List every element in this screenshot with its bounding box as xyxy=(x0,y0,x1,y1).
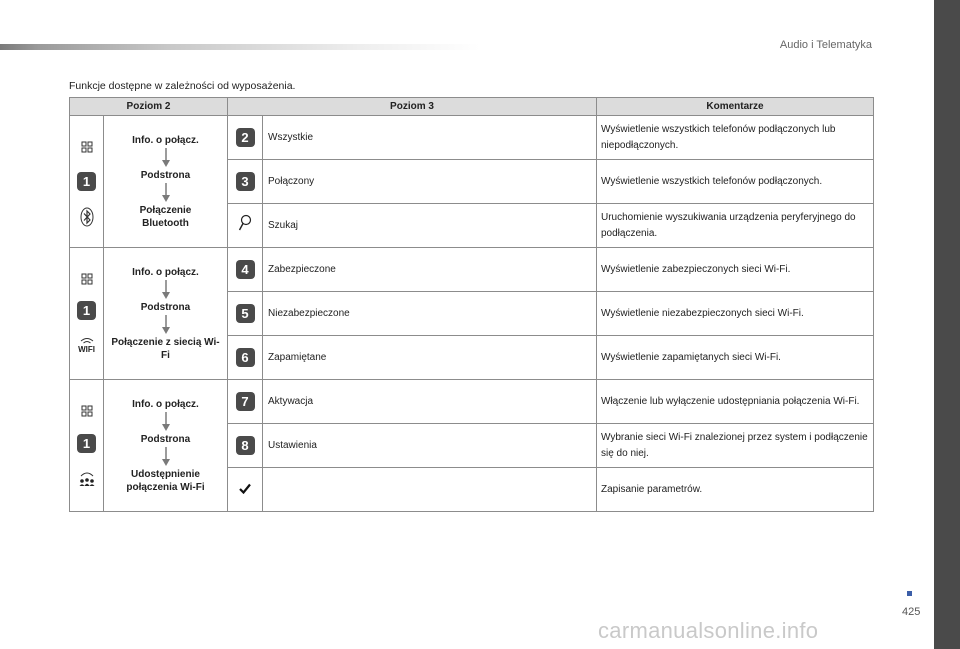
path-step-info: Info. o połącz. xyxy=(132,134,199,146)
menu-grid-icon xyxy=(80,140,94,154)
level3-label: Szukaj xyxy=(263,204,597,248)
header-level2: Poziom 2 xyxy=(70,98,228,116)
menu-grid-icon xyxy=(80,272,94,286)
comment-cell: Wyświetlenie zabezpieczonych sieci Wi-Fi. xyxy=(597,248,874,292)
wifi-label: WIFI xyxy=(78,345,95,354)
comment-cell: Włączenie lub wyłączenie udostępniania połączenia Wi-Fi. xyxy=(597,380,874,424)
level2-path-cell xyxy=(104,380,228,512)
level1-icons-cell xyxy=(70,116,104,248)
arrow-down-icon xyxy=(161,447,171,467)
page-marker xyxy=(907,591,912,596)
level3-label xyxy=(263,468,597,512)
menu-grid-icon xyxy=(80,404,94,418)
level3-icon-cell xyxy=(228,424,263,468)
step-badge-2: 2 xyxy=(236,128,255,147)
step-badge-8: 8 xyxy=(236,436,255,455)
level3-icon-cell xyxy=(228,380,263,424)
path-step-subpage: Podstrona xyxy=(140,169,191,181)
comment-cell: Uruchomienie wyszukiwania urządzenia peryferyjnego do podłączenia. xyxy=(597,204,874,248)
path-step-subpage: Podstrona xyxy=(140,301,191,313)
level2-path-cell xyxy=(104,116,228,248)
step-badge-5: 5 xyxy=(236,304,255,323)
table-header-row xyxy=(70,98,874,116)
step-badge-1: 1 xyxy=(77,434,96,453)
comment-cell: Wybranie sieci Wi-Fi znalezionej przez system i podłączenie się do niej. xyxy=(597,424,874,468)
level3-label: Aktywacja xyxy=(263,380,597,424)
level1-icons-cell xyxy=(70,248,104,380)
comment-cell: Wyświetlenie zapamiętanych sieci Wi-Fi. xyxy=(597,336,874,380)
path-step-target: Połączenie Bluetooth xyxy=(139,204,192,229)
header-level3: Poziom 3 xyxy=(228,98,597,116)
arrow-down-icon xyxy=(161,148,171,168)
level3-icon-cell xyxy=(228,292,263,336)
step-badge-3: 3 xyxy=(236,172,255,191)
level1-icons-cell xyxy=(70,380,104,512)
path-step-info: Info. o połącz. xyxy=(132,266,199,278)
search-icon xyxy=(238,214,252,232)
step-badge-6: 6 xyxy=(236,348,255,367)
comment-cell: Wyświetlenie wszystkich telefonów podłączonych. xyxy=(597,160,874,204)
side-band xyxy=(934,0,960,649)
header-comments: Komentarze xyxy=(597,98,874,116)
level3-label: Zabezpieczone xyxy=(263,248,597,292)
level3-label: Niezabezpieczone xyxy=(263,292,597,336)
path-step-subpage: Podstrona xyxy=(140,433,191,445)
arrow-down-icon xyxy=(161,280,171,300)
step-badge-1: 1 xyxy=(77,301,96,320)
bluetooth-icon xyxy=(80,210,94,224)
arrow-down-icon xyxy=(161,183,171,203)
step-badge-7: 7 xyxy=(236,392,255,411)
page-number: 425 xyxy=(902,606,921,618)
table-row xyxy=(70,248,874,292)
hotspot-icon xyxy=(78,470,96,488)
path-step-target: Połączenie z siecią Wi-Fi xyxy=(111,336,220,361)
intro-text: Funkcje dostępne w zależności od wyposażenia. xyxy=(69,80,296,92)
checkmark-icon xyxy=(239,483,251,494)
arrow-down-icon xyxy=(161,315,171,335)
table-row xyxy=(70,116,874,160)
level3-icon-cell xyxy=(228,336,263,380)
step-badge-4: 4 xyxy=(236,260,255,279)
watermark: carmanualsonline.info xyxy=(598,618,819,643)
level3-icon-cell xyxy=(228,204,263,248)
level3-label: Połączony xyxy=(263,160,597,204)
header-gradient-bar xyxy=(0,44,480,50)
comment-cell: Wyświetlenie wszystkich telefonów podłączonych lub niepodłączonych. xyxy=(597,116,874,160)
level3-label: Wszystkie xyxy=(263,116,597,160)
level3-label: Zapamiętane xyxy=(263,336,597,380)
comment-cell: Zapisanie parametrów. xyxy=(597,468,874,512)
comment-cell: Wyświetlenie niezabezpieczonych sieci Wi-Fi. xyxy=(597,292,874,336)
level3-label: Ustawienia xyxy=(263,424,597,468)
level3-icon-cell xyxy=(228,160,263,204)
step-badge-1: 1 xyxy=(77,172,96,191)
level3-icon-cell xyxy=(228,248,263,292)
level3-icon-cell xyxy=(228,116,263,160)
table-row xyxy=(70,380,874,424)
level3-icon-cell xyxy=(228,468,263,512)
wifi-icon xyxy=(80,336,94,356)
path-step-info: Info. o połącz. xyxy=(132,398,199,410)
path-step-target: Udostępnienie połączenia Wi-Fi xyxy=(126,468,205,493)
section-title: Audio i Telematyka xyxy=(779,39,872,51)
level2-path-cell xyxy=(104,248,228,380)
arrow-down-icon xyxy=(161,412,171,432)
functions-table xyxy=(69,97,874,512)
